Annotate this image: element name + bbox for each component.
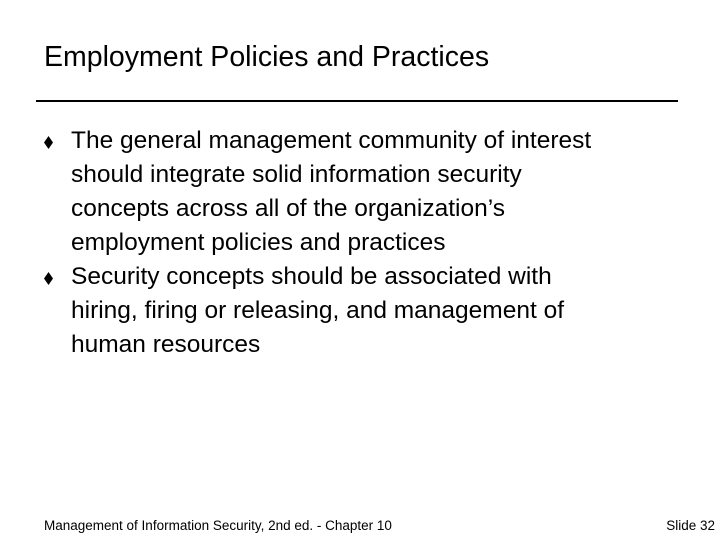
bullet-list xyxy=(44,124,684,362)
bullet-text-line: Security concepts should be associated with xyxy=(71,263,552,290)
list-item xyxy=(44,124,684,260)
bullet-text-line: should integrate solid information security xyxy=(71,161,522,188)
bullet-text-line: The general management community of interest xyxy=(71,127,592,154)
diamond-bullet-icon xyxy=(44,136,53,149)
bullet-text-line: hiring, firing or releasing, and management of xyxy=(71,297,565,324)
diamond-bullet-icon xyxy=(44,272,53,285)
bullet-text-line: human resources xyxy=(71,331,261,358)
slide-title: Employment Policies and Practices xyxy=(44,41,490,73)
list-item xyxy=(44,260,684,362)
title-divider xyxy=(36,100,678,102)
slide-number: Slide 32 xyxy=(666,518,715,533)
footer-source: Management of Information Security, 2nd ed. - Chapter 10 xyxy=(44,518,392,533)
bullet-text-line: employment policies and practices xyxy=(71,229,446,256)
bullet-text-line: concepts across all of the organization’s xyxy=(71,195,505,222)
